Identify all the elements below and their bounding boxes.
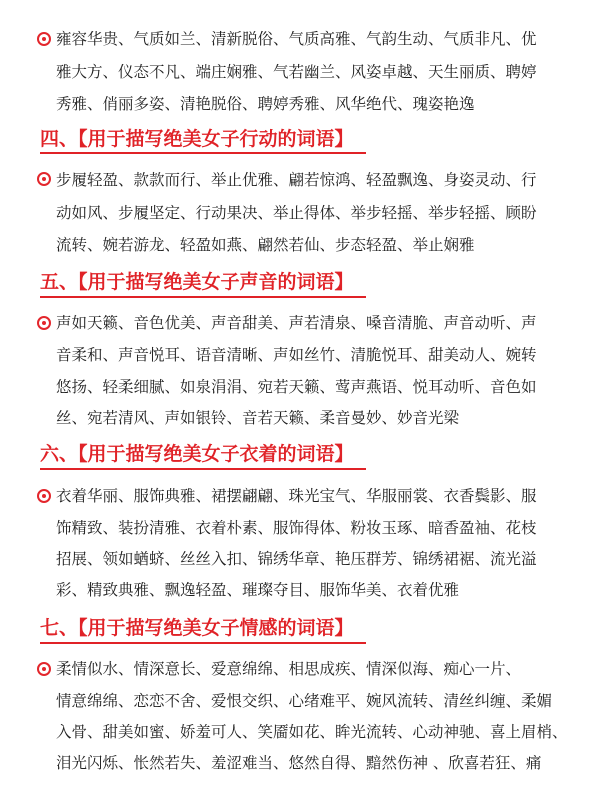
word-list-line: 招展、领如蝤蛴、丝丝入扣、锦绣华章、艳压群芳、锦绣裙裾、流光溢: [56, 550, 537, 568]
word-list-line: 丝、宛若清风、声如银铃、音若天籁、柔音曼妙、妙音光梁: [56, 409, 460, 427]
red-circled-dot-icon: [37, 32, 51, 46]
word-list-line: 秀雅、俏丽多姿、清艳脱俗、聘婷秀雅、风华绝代、瑰姿艳逸: [56, 95, 475, 113]
section-heading: 五、【用于描写绝美女子声音的词语】: [40, 271, 354, 293]
word-list-line: 衣着华丽、服饰典雅、裙摆翩翩、珠光宝气、华服丽裳、衣香鬓影、服: [56, 487, 537, 505]
word-list-line: 声如天籁、音色优美、声音甜美、声若清泉、嗓音清脆、声音动听、声: [56, 314, 537, 332]
word-list-line: 情意绵绵、恋恋不舍、爱恨交织、心绪难平、婉风流转、清丝纠缠、柔媚: [56, 692, 553, 710]
word-list-line: 悠扬、轻柔细腻、如泉涓涓、宛若天籁、莺声燕语、悦耳动听、音色如: [56, 378, 537, 396]
heading-underline: [40, 642, 366, 644]
section-heading: 四、【用于描写绝美女子行动的词语】: [40, 128, 354, 150]
word-list-line: 步履轻盈、款款而行、举止优雅、翩若惊鸿、轻盈飘逸、身姿灵动、行: [56, 171, 537, 189]
word-list-line: 音柔和、声音悦耳、语音清晰、声如丝竹、清脆悦耳、甜美动人、婉转: [56, 346, 537, 364]
heading-underline: [40, 296, 366, 298]
section-heading: 七、【用于描写绝美女子情感的词语】: [40, 617, 354, 639]
red-circled-dot-icon: [37, 172, 51, 186]
word-list-line: 泪光闪烁、怅然若失、羞涩难当、悠然自得、黯然伤神 、欣喜若狂、痛: [56, 754, 542, 772]
heading-underline: [40, 468, 366, 470]
word-list-line: 入骨、甜美如蜜、娇羞可人、笑靥如花、眸光流转、心动神驰、喜上眉梢、: [56, 723, 568, 741]
word-list-line: 雍容华贵、气质如兰、清新脱俗、气质高雅、气韵生动、气质非凡、优: [56, 30, 537, 48]
word-list-line: 雅大方、仪态不凡、端庄娴雅、气若幽兰、风姿卓越、天生丽质、聘婷: [56, 63, 537, 81]
word-list-line: 动如风、步履坚定、行动果决、举止得体、举步轻摇、举步轻摇、顾盼: [56, 204, 537, 222]
word-list-line: 饰精致、装扮清雅、衣着朴素、服饰得体、粉妆玉琢、暗香盈袖、花枝: [56, 519, 537, 537]
red-circled-dot-icon: [37, 489, 51, 503]
word-list-line: 彩、精致典雅、飘逸轻盈、璀璨夺目、服饰华美、衣着优雅: [56, 581, 460, 599]
word-list-line: 柔情似水、情深意长、爱意绵绵、相思成疾、情深似海、痴心一片、: [56, 660, 522, 678]
red-circled-dot-icon: [37, 316, 51, 330]
section-heading: 六、【用于描写绝美女子衣着的词语】: [40, 443, 354, 465]
heading-underline: [40, 152, 366, 154]
red-circled-dot-icon: [37, 662, 51, 676]
word-list-line: 流转、婉若游龙、轻盈如燕、翩然若仙、步态轻盈、举止娴雅: [56, 236, 475, 254]
